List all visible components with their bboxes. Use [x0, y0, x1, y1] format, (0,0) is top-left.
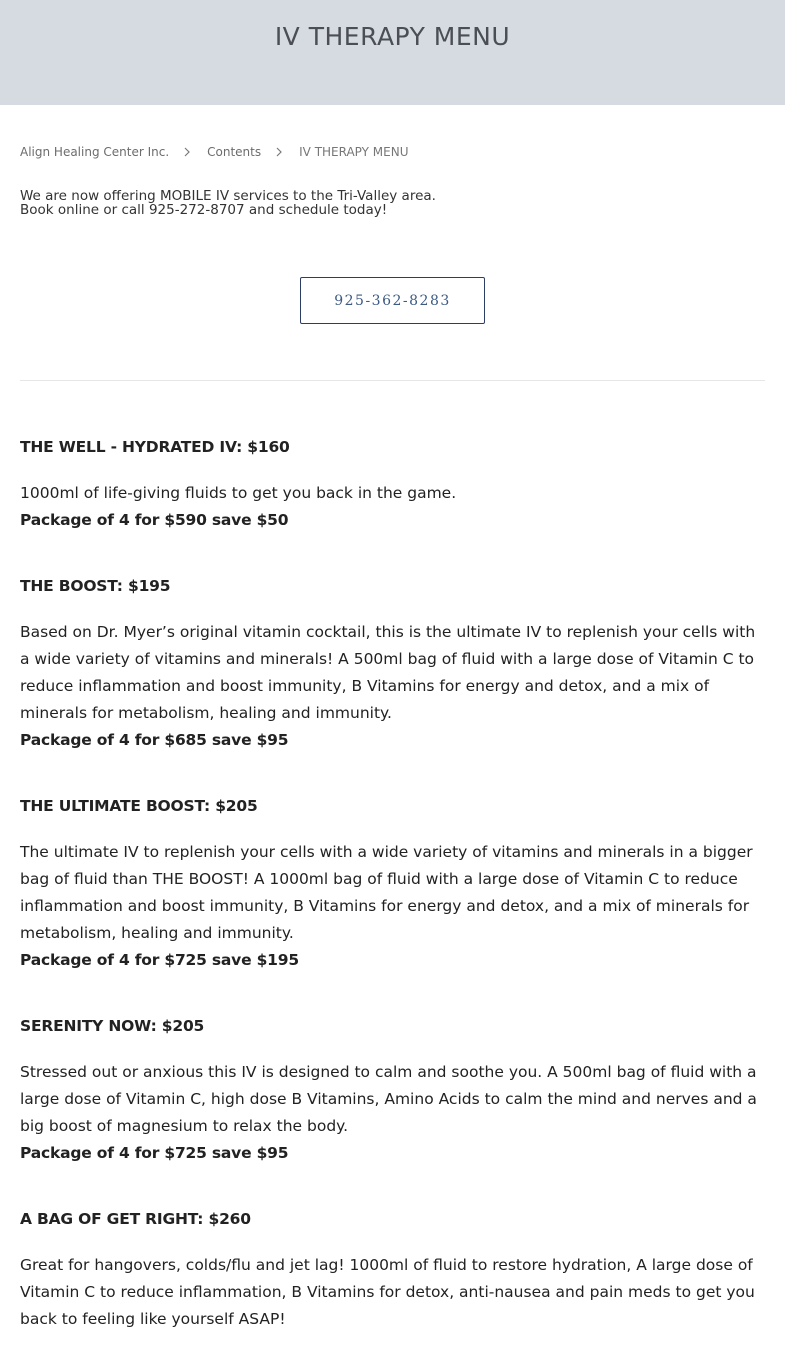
page-header — [0, 0, 785, 105]
breadcrumb-home-link[interactable]: Align Healing Center Inc. — [20, 145, 170, 159]
menu-item-serenity-now — [20, 1013, 765, 1167]
menu-item-title: A BAG OF GET RIGHT: $260 — [20, 1210, 251, 1228]
section-divider — [20, 380, 765, 381]
menu-item-well-hydrated — [20, 434, 765, 534]
menu-item-package: Package of 4 for $590 save $50 — [20, 511, 289, 529]
intro-line-mobile: We are now offering MOBILE IV services to the Tri-Valley area. — [20, 188, 436, 204]
menu-item-description: 1000ml of life-giving fluids to get you back in the game. — [20, 484, 457, 502]
menu-item-title: THE ULTIMATE BOOST: $205 — [20, 797, 258, 815]
intro-line-book: Book online or call 925-272-8707 and schedule today! — [20, 202, 388, 218]
menu-item-ultimate-boost — [20, 793, 765, 974]
menu-item-package: Package of 4 for $685 save $95 — [20, 731, 289, 749]
intro-text — [20, 189, 436, 217]
breadcrumb-contents-link[interactable]: Contents — [207, 145, 262, 159]
call-phone-button[interactable]: 925-362-8283 — [300, 277, 485, 324]
menu-item-title: SERENITY NOW: $205 — [20, 1017, 205, 1035]
iv-menu-list — [20, 434, 765, 1372]
menu-item-title: THE WELL - HYDRATED IV: $160 — [20, 438, 290, 456]
menu-item-description: Great for hangovers, colds/flu and jet lag! 1000ml of fluid to restore hydration, A large dose of Vitamin C to reduce inflammation, B Vitamins for detox, anti-nausea and pain meds to get you back to feeling like yourself ASAP! — [20, 1256, 755, 1328]
breadcrumb — [20, 145, 409, 159]
menu-item-package: Package of 4 for $725 save $195 — [20, 951, 299, 969]
menu-item-package: Package of 4 for $725 save $95 — [20, 1144, 289, 1162]
menu-item-get-right — [20, 1206, 765, 1333]
page-title: IV THERAPY MENU — [274, 22, 511, 51]
menu-item-title: THE BOOST: $195 — [20, 577, 171, 595]
menu-item-description: Stressed out or anxious this IV is designed to calm and soothe you. A 500ml bag of fluid with a large dose of Vitamin C, high dose B Vitamins, Amino Acids to calm the mind and nerves and a big boost of magnesium to relax the body. — [20, 1063, 757, 1135]
menu-item-description: Based on Dr. Myer’s original vitamin cocktail, this is the ultimate IV to replenish your cells with a wide variety of vitamins and minerals! A 500ml bag of fluid with a large dose of Vitamin C to reduce inflammation and boost immunity, B Vitamins for energy and detox, and a mix of minerals for metabolism, healing and immunity. — [20, 623, 756, 722]
chevron-right-icon — [273, 146, 285, 158]
chevron-right-icon — [181, 146, 193, 158]
menu-item-description: The ultimate IV to replenish your cells with a wide variety of vitamins and minerals in a bigger bag of fluid than THE BOOST! A 1000ml bag of fluid with a large dose of Vitamin C to reduce inflammation and boost immunity, B Vitamins for energy and detox, and a mix of minerals for metabolism, healing and immunity. — [20, 843, 753, 942]
menu-item-boost — [20, 573, 765, 754]
breadcrumb-current: IV THERAPY MENU — [299, 145, 409, 159]
